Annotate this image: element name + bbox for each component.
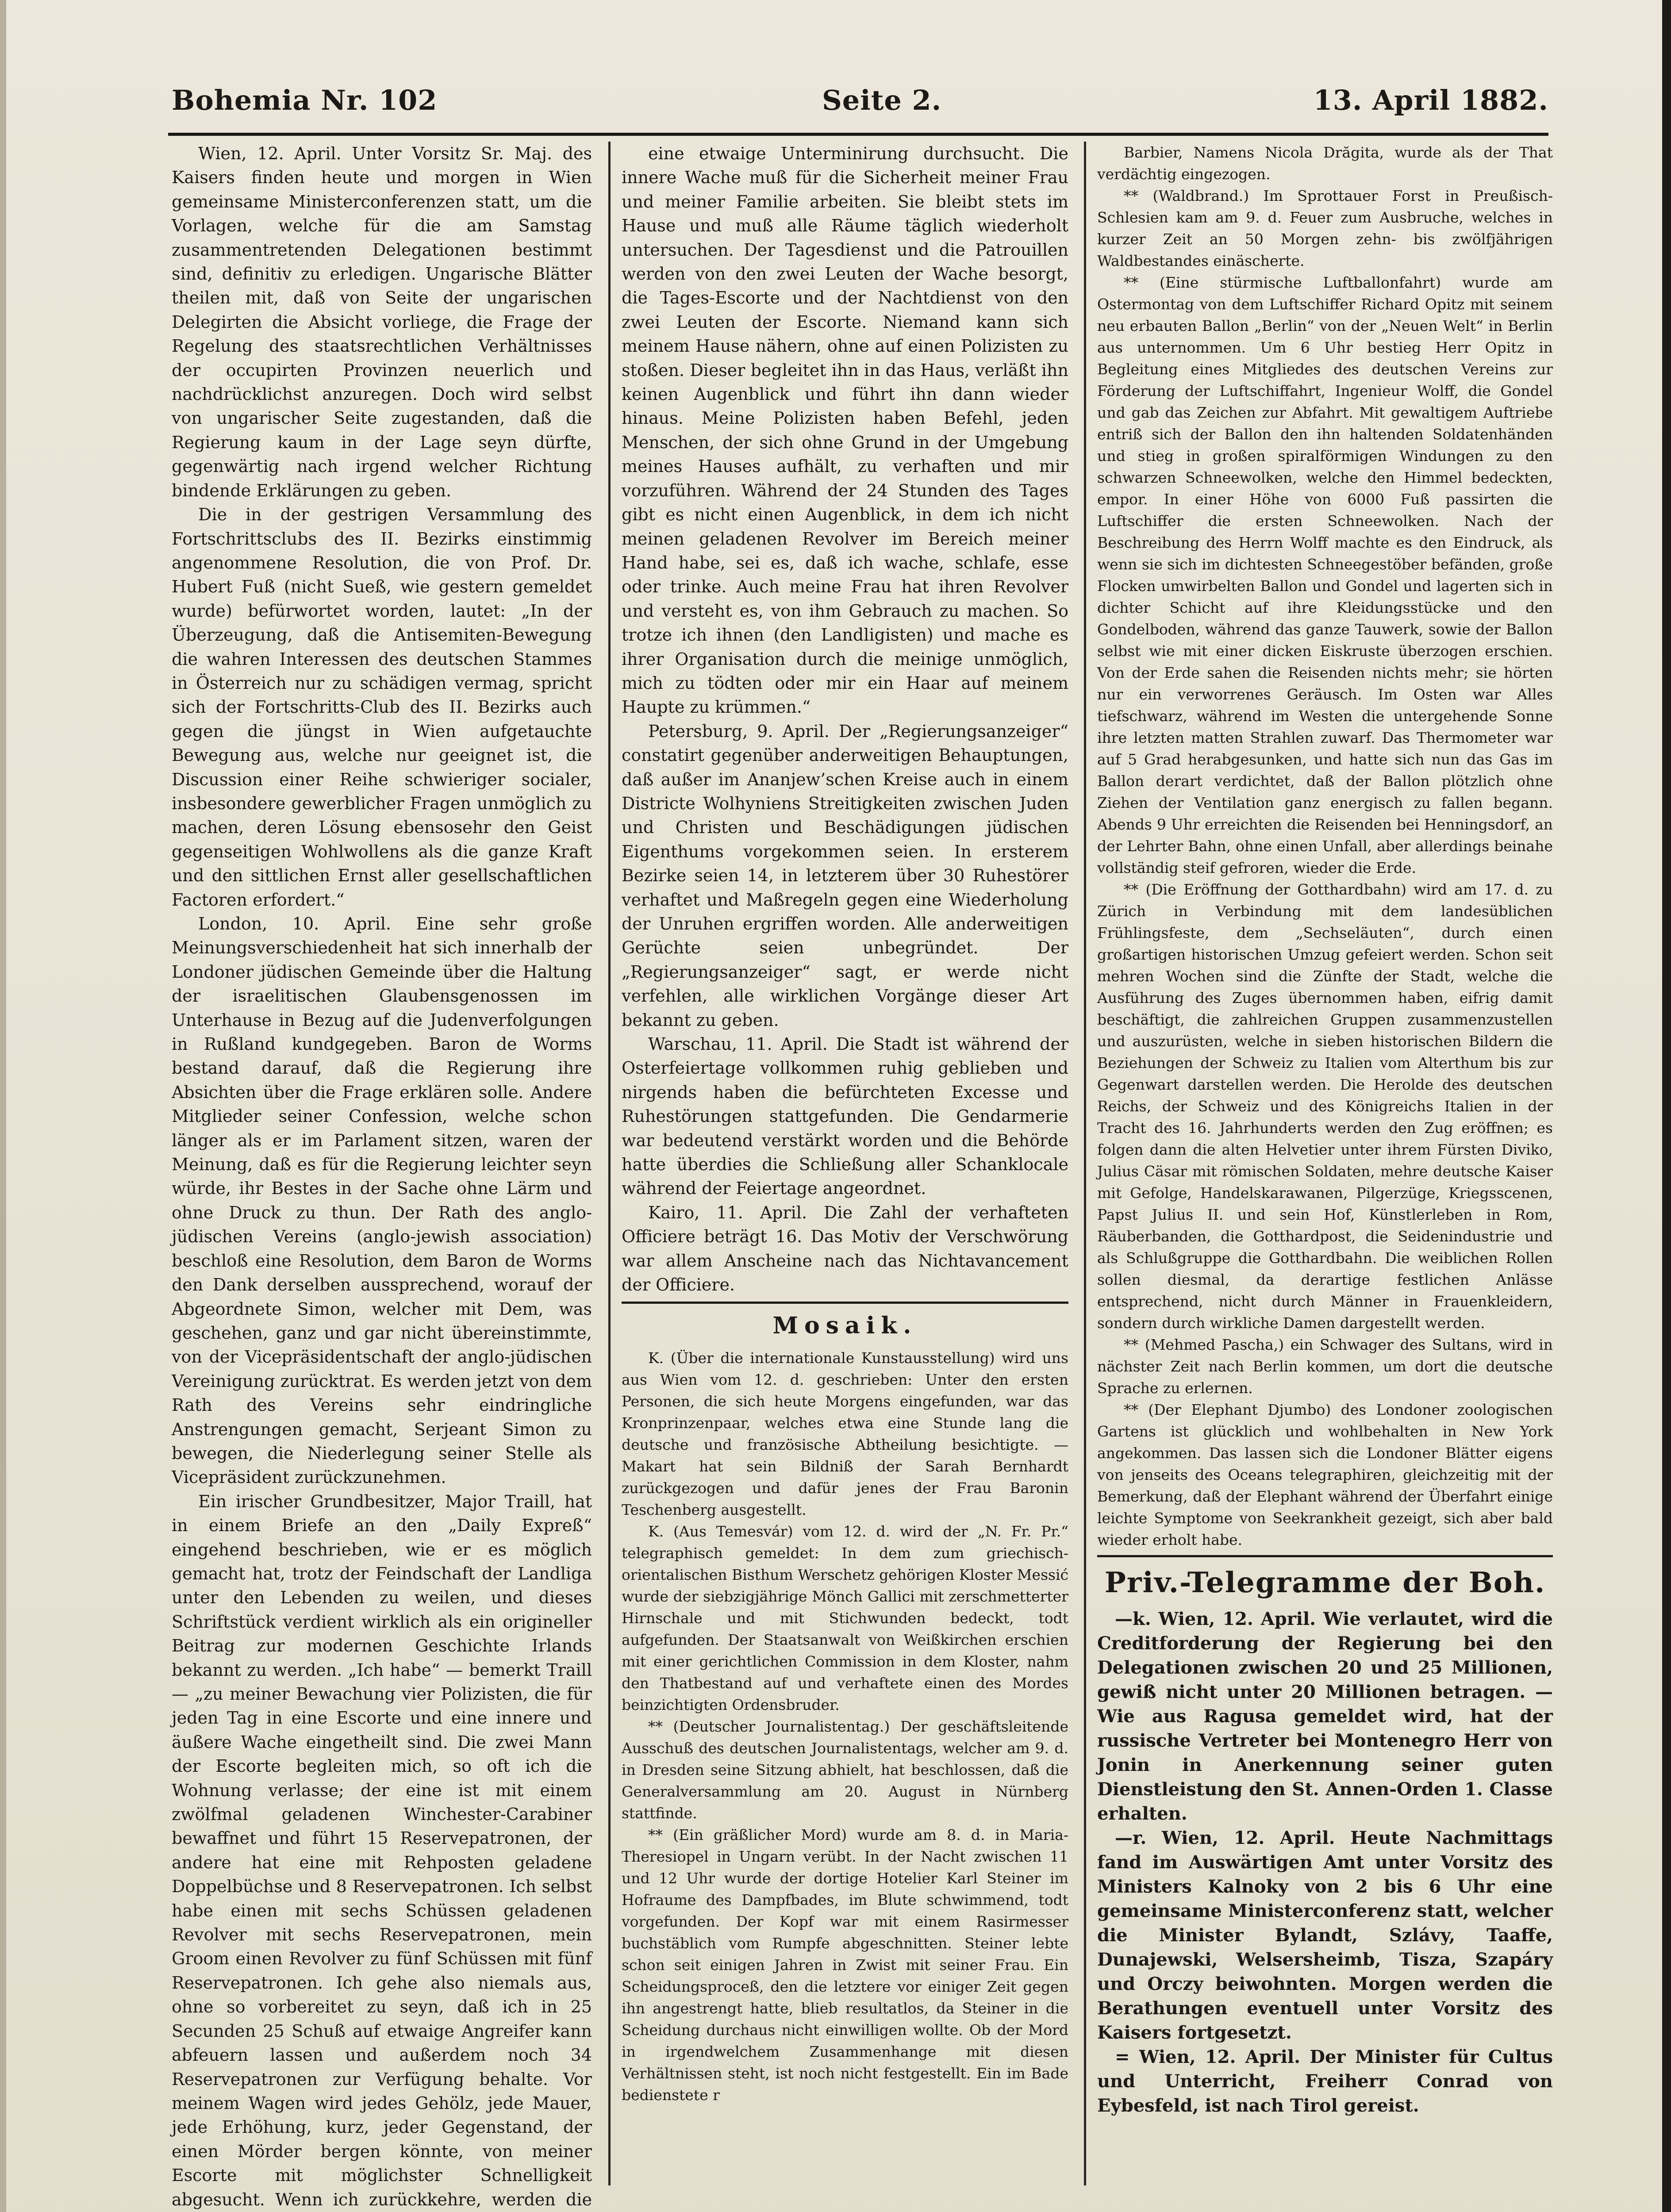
mosaik-item: ** (Die Eröffnung der Gotthardbahn) wird am 17. d. zu Zürich in Verbindung mit dem landesüblichen Frühlingsfeste, dem „Sechseläuten“, durch einen großartigen historischen Umzug gefeiert werden. Schon seit mehren Wochen sind die Zünfte der Stadt, welche die Ausführung des Zuges übernommen haben, eifrig damit beschäftigt, die zahlreichen Gruppen zusammenzustellen und auszurüsten, welche in sieben historischen Bildern die Beziehungen der Schweiz zu Italien vom Alterthum bis zur Gegenwart darstellen werden. Die Herolde des deutschen Reichs, der Schweiz und des Königreichs Italien in der Tracht des 16. Jahrhunderts werden den Zug eröffnen; es folgen dann die alten Helvetier unter ihrem Fürsten Diviko, Julius Cäsar mit römischen Soldaten, mehre deutsche Kaiser mit Gefolge, Handelskarawanen, Pilgerzüge, Kriegsscenen, Papst Julius II. und sein Hof, Künstlerleben in Rom, Räuberbanden, die Gotthardpost, die Seidenindustrie und als Schlußgruppe die Gotthardbahn. Die weiblichen Rollen sollen diesmal, da derartige festlichen Anlässe entsprechend, nicht durch Männer in Frauenkleidern, sondern durch wirkliche Damen dargestellt werden. <box>1097 881 1553 1332</box>
header-rule <box>168 133 1548 136</box>
mosaik-item: K. (Aus Temesvár) vom 12. d. wird der „N. Fr. Pr.“ telegraphisch gemeldet: In dem zum griechisch-orientalischen Bisthum Werschetz gehörigen Kloster Messić wurde der siebzigjährige Mönch Gallici mit zerschmetterter Hirnschale und mit Stichwunden bedeckt, todt aufgefunden. Der Staatsanwalt von Weißkirchen erschien mit einer gerichtlichen Commission in dem Kloster, nahm den Thatbestand auf und verhaftete einen des Mordes beinzichtigten Ordensbruder. <box>622 1522 1068 1713</box>
masthead-issue: Bohemia Nr. 102 <box>172 84 438 116</box>
article-fortschrittsclub: Die in der gestrigen Versammlung des Fortschrittsclubs des II. Bezirks einstimmig angenommene Resolution, die von Prof. Dr. Hubert Fuß (nicht Sueß, wie gestern gemeldet wurde) befürwortet worden, lautet: „In der Überzeugung, daß die Antisemiten-Bewegung die wahren Interessen des deutschen Stammes in Österreich nur zu schädigen vermag, spricht sich der Fortschritts-Club des II. Bezirks auch gegen die jüngst in Wien aufgetauchte Bewegung aus, welche nur geeignet ist, die Discussion einer Reihe schwieriger socialer, insbesondere gewerblicher Fragen unmöglich zu machen, deren Lösung ebensosehr den Geist gegenseitigen Wohlwollens als die ganze Kraft und den sittlichen Ernst aller gesellschaftlichen Factoren erfordert.“ <box>172 505 592 910</box>
article-traill: Ein irischer Grundbesitzer, Major Traill, hat in einem Briefe an den „Daily Expreß“ eingehend beschrieben, wie er es möglich gemacht hat, trotz der Feindschaft der Landliga unter den Lebenden zu weilen, und dieses Schriftstück verdient wirklich als ein origineller Beitrag zur modernen Geschichte Irlands bekannt zu werden. „Ich habe“ — bemerkt Traill — „zu meiner Bewachung vier Polizisten, die für jeden Tag in eine Escorte und eine innere und äußere Wache eingetheilt sind. Die zwei Mann der Escorte begleiten mich, so oft ich die Wohnung verlasse; der eine ist mit einem zwölfmal geladenen Winchester-Carabiner bewaffnet und führt 15 Reservepatronen, der andere hat eine mit Rehposten geladene Doppelbüchse und 8 Reservepatronen. Ich selbst habe einen mit sechs Schüssen geladenen Revolver mit sechs Reservepatronen, mein Groom einen Revolver zu fünf Schüssen mit fünf Reservepatronen. Ich gehe also niemals aus, ohne so vorbereitet zu seyn, daß ich in 25 Secunden 25 Schuß auf etwaige Angreifer kann abfeuern lassen und außerdem noch 34 Reservepatronen zur Verfügung behalte. Vor meinem Wagen wird jedes Gehölz, jede Mauer, jede Erhöhung, kurz, jeder Gegenstand, der einen Mörder bergen könnte, von meiner Escorte mit möglichster Schnelligkeit abgesucht. Wenn ich zurückkehre, werden die <box>172 1491 592 2209</box>
mosaik-items <box>1097 142 1553 1551</box>
telegram-item: = Wien, 12. April. Der Minister für Cultus und Unterricht, Freiherr Conrad von Eybesfeld, ist nach Tirol gereist. <box>1097 2047 1553 2116</box>
column-divider <box>608 142 611 2185</box>
section-rule <box>1097 1555 1553 1557</box>
article-warschau: Warschau, 11. April. Die Stadt ist während der Osterfeiertage vollkommen ruhig geblieben und nirgends haben die befürchteten Excesse und Ruhestörungen stattgefunden. Die Gendarmerie war bedeutend verstärkt worden und die Behörde hatte überdies die Schließung aller Schanklocale während der Feiertage angeordnet. <box>622 1034 1068 1198</box>
column-3 <box>1097 142 1553 2185</box>
mosaik-item: K. (Über die internationale Kunstausstellung) wird uns aus Wien vom 12. d. geschrieben: Unter den ersten Personen, die sich heute Morgens eingefunden, war das Kronprinzenpaar, welches etwa eine Stunde lang die deutsche und französische Abtheilung besichtigte. — Makart hat sein Bildniß der Sarah Bernhardt zurückgezogen und dafür jenes der Frau Baronin Teschenberg ausgestellt. <box>622 1349 1068 1518</box>
page-edge-left <box>0 0 6 2212</box>
telegram-item: —r. Wien, 12. April. Heute Nachmittags fand im Auswärtigen Amt unter Vorsitz des Ministers Kalnoky von 2 bis 6 Uhr eine gemeinsame Ministerconferenz statt, welcher die Minister Bylandt, Szlávy, Taaffe, Dunajewski, Welsersheimb, Tisza, Szapáry und Orczy beiwohnten. Morgen werden die Berathungen eventuell unter Vorsitz des Kaisers fortgesetzt. <box>1097 1828 1553 2043</box>
column-divider <box>1084 142 1086 2185</box>
mosaik-items <box>622 1347 1068 2106</box>
page-header <box>172 84 1548 133</box>
page-number: Seite 2. <box>822 84 942 116</box>
mosaik-item: ** (Eine stürmische Luftballonfahrt) wurde am Ostermontag von dem Luftschiffer Richard Opitz mit seinem neu erbauten Ballon „Berlin“ von der „Neuen Welt“ in Berlin aus unternommen. Um 6 Uhr bestieg Herr Opitz in Begleitung eines Mitgliedes des deutschen Vereins zur Förderung der Luftschiffahrt, Ingenieur Wolff, die Gondel und gab das Zeichen zur Abfahrt. Mit gewaltigem Auftriebe entriß sich der Ballon den ihn haltenden Soldatenhänden und stieg in großen spiralförmigen Windungen zu den schwarzen Schneewolken, welche den Himmel bedeckten, empor. In einer Höhe von 6000 Fuß passirten die Luftschiffer die ersten Schneewolken. Nach der Beschreibung des Herrn Wolff machte es den Eindruck, als wenn sie sich im dichtesten Schneegestöber befänden, große Flocken umwirbelten Ballon und Gondel und lagerten sich in dichter Schicht auf ihre Kleidungsstücke und den Gondelboden, während das ganze Tauwerk, sowie der Ballon selbst wie mit einer dicken Eiskruste überzogen erschien. Von der Erde sahen die Reisenden nichts mehr; sie hörten nur ein verworrenes Geräusch. Im Osten war Alles tiefschwarz, während im Westen die untergehende Sonne ihre letzten matten Strahlen zuwarf. Das Thermometer war auf 5 Grad herabgesunken, und hatte sich nun das Gas im Ballon derart verdichtet, daß der Ballon plötzlich ohne Ziehen der Ventilation ganz energisch zu fallen begann. Abends 9 Uhr erreichten die Reisenden bei Henningsdorf, an der Lehrter Bahn, ohne einen Unfall, aber allerdings beinahe vollständig steif gefroren, wieder die Erde. <box>1097 274 1553 876</box>
article-petersburg: Petersburg, 9. April. Der „Regierungsanzeiger“ constatirt gegenüber anderweitigen Behauptungen, daß außer im Ananjew’schen Kreise auch in einem Districte Wolhyniens Streitigkeiten zwischen Juden und Christen und Beschädigungen jüdischen Eigenthums vorgekommen seien. In ersterem Bezirke seien 14, in letzterem über 30 Ruhestörer verhaftet und Maßregeln gegen eine Wiederholung der Unruhen ergriffen worden. Alle anderweitigen Gerüchte seien unbegründet. Der „Regierungsanzeiger“ sagt, er werde nicht verfehlen, alle wirklichen Vorgänge dieser Art bekannt zu geben. <box>622 721 1068 1030</box>
page-edge-right <box>1662 0 1671 2212</box>
mosaik-item: ** (Deutscher Journalistentag.) Der geschäftsleitende Ausschuß des deutschen Journalistentags, welcher am 9. d. in Dresden seine Sitzung abhielt, hat beschlossen, daß die Generalversammlung am 20. August in Nürnberg stattfinde. <box>622 1717 1068 1822</box>
section-title-mosaik: Mosaik. <box>772 1312 918 1339</box>
mosaik-item: ** (Der Elephant Djumbo) des Londoner zoologischen Gartens ist glücklich und wohlbehalten in New York angekommen. Das lassen sich die Londoner Blätter eigens von jenseits des Oceans telegraphiren, gleichzeitig mit der Bemerkung, daß der Elephant während der Überfahrt einige leichte Symptome von Seekrankheit gezeigt, sich aber bald wieder erholt habe. <box>1097 1401 1553 1548</box>
column-1 <box>172 142 592 2209</box>
mosaik-item: ** (Mehmed Pascha,) ein Schwager des Sultans, wird in nächster Zeit nach Berlin kommen, um dort die deutsche Sprache zu erlernen. <box>1097 1336 1553 1397</box>
telegram-item: —k. Wien, 12. April. Wie verlautet, wird die Creditforderung der Regierung bei den Delegationen zwischen 20 und 25 Millionen, gewiß nicht unter 20 Millionen betragen. — Wie aus Ragusa gemeldet wird, hat der russische Vertreter bei Montenegro Herr von Jonin in Anerkennung seiner guten Dienstleistung den St. Annen-Orden 1. Classe erhalten. <box>1097 1609 1553 1824</box>
article-kairo: Kairo, 11. April. Die Zahl der verhafteten Officiere beträgt 16. Das Motiv der Verschwörung war allem Anscheine nach das Nichtavancement der Officiere. <box>622 1202 1068 1295</box>
column-2 <box>622 142 1068 2190</box>
mosaik-item: ** (Waldbrand.) Im Sprottauer Forst in Preußisch-Schlesien kam am 9. d. Feuer zum Ausbruche, welches in kurzer Zeit an 50 Morgen zehn- bis zwölfjährigen Waldbestandes einäscherte. <box>1097 187 1553 269</box>
telegram-items <box>1097 1607 1553 2118</box>
issue-date: 13. April 1882. <box>1313 84 1548 116</box>
article-london: London, 10. April. Eine sehr große Meinungsverschiedenheit hat sich innerhalb der Londoner jüdischen Gemeinde über die Haltung der israelitischen Glaubensgenossen im Unterhause in Bezug auf die Judenverfolgungen in Rußland kundgegeben. Baron de Worms bestand darauf, daß die Regierung ihre Absichten über die Frage erklären solle. Andere Mitglieder seiner Confession, welche schon länger als er im Parlament sitzen, waren der Meinung, daß es für die Regierung leichter seyn würde, ihr Bestes in der Sache ohne Lärm und ohne Druck zu thun. Der Rath des anglo-jüdischen Vereins (anglo-jewish association) beschloß eine Resolution, dem Baron de Worms den Dank derselben aussprechend, worauf der Abgeordnete Simon, welcher mit Dem, was geschehen, ganz und gar nicht übereinstimmte, von der Vicepräsidentschaft der anglo-jüdischen Vereinigung zurücktrat. Es werden jetzt von dem Rath des Vereins sehr eindringliche Anstrengungen gemacht, Serjeant Simon zu bewegen, die Niederlegung seiner Stelle als Vicepräsident zurückzunehmen. <box>172 914 592 1487</box>
mosaik-item: ** (Ein gräßlicher Mord) wurde am 8. d. in Maria-Theresiopel in Ungarn verübt. In der Nacht zwischen 11 und 12 Uhr wurde der dortige Hotelier Karl Steiner im Hofraume des Dampfbades, im Blute schwimmend, todt vorgefunden. Der Kopf war mit einem Rasirmesser buchstäblich vom Rumpfe abgeschnitten. Steiner lebte schon seit einigen Jahren in Zwist mit seiner Frau. Ein Scheidungsproceß, den die letztere vor einiger Zeit gegen ihn angestrengt hatte, blieb resultatlos, da Steiner in die Scheidung durchaus nicht einwilligen wollte. Ob der Mord in irgendwelchem Zusammenhange mit diesen Verhältnissen steht, ist noch nicht festgestellt. Ein im Bade bedienstete r <box>622 1826 1068 2104</box>
article-wien: Wien, 12. April. Unter Vorsitz Sr. Maj. des Kaisers finden heute und morgen in Wien gemeinsame Ministerconferenzen statt, um die Vorlagen, welche für die am Samstag zusammentretenden Delegationen bestimmt sind, definitiv zu erledigen. Ungarische Blätter theilen mit, daß von Seite der ungarischen Delegirten die Absicht vorliege, die Frage der Regelung des staatsrechtlichen Verhältnisses der occupirten Provinzen neuerlich und nachdrücklichst anzuregen. Doch wird selbst von ungarischer Seite zugestanden, daß die Regierung kaum in der Lage seyn dürfte, gegenwärtig nach irgend welcher Richtung bindende Erklärungen zu geben. <box>172 144 592 500</box>
section-title-telegramme: Priv.-Telegramme der Boh. <box>1104 1566 1546 1599</box>
article-traill-cont: eine etwaige Unterminirung durchsucht. Die innere Wache muß für die Sicherheit meiner Frau und meiner Familie arbeiten. Sie bleibt stets im Hause und muß alle Räume täglich wiederholt untersuchen. Der Tagesdienst und die Patrouillen werden von den zwei Leuten der Wache besorgt, die Tages-Escorte und der Nachtdienst von den zwei Leuten der Escorte. Niemand kann sich meinem Hause nähern, ohne auf einen Polizisten zu stoßen. Dieser begleitet ihn in das Haus, verläßt ihn keinen Augenblick und führt ihn dann wieder hinaus. Meine Polizisten haben Befehl, jeden Menschen, der sich ohne Grund in der Umgebung meines Hauses aufhält, zu verhaften und mir vorzuführen. Während der 24 Stunden des Tages gibt es nicht einen Augenblick, in dem ich nicht meinen geladenen Revolver im Bereich meiner Hand habe, sei es, daß ich wache, schlafe, esse oder trinke. Auch meine Frau hat ihren Revolver und versteht es, von ihm Gebrauch zu machen. So trotze ich ihnen (den Landligisten) und mache es ihrer Organisation durch die meinige unmöglich, mich zu tödten oder mir ein Haar auf meinem Haupte zu krümmen.“ <box>622 144 1068 717</box>
mosaik-item: Barbier, Namens Nicola Drăgita, wurde als der That verdächtig eingezogen. <box>1097 144 1553 183</box>
section-rule <box>622 1302 1068 1304</box>
